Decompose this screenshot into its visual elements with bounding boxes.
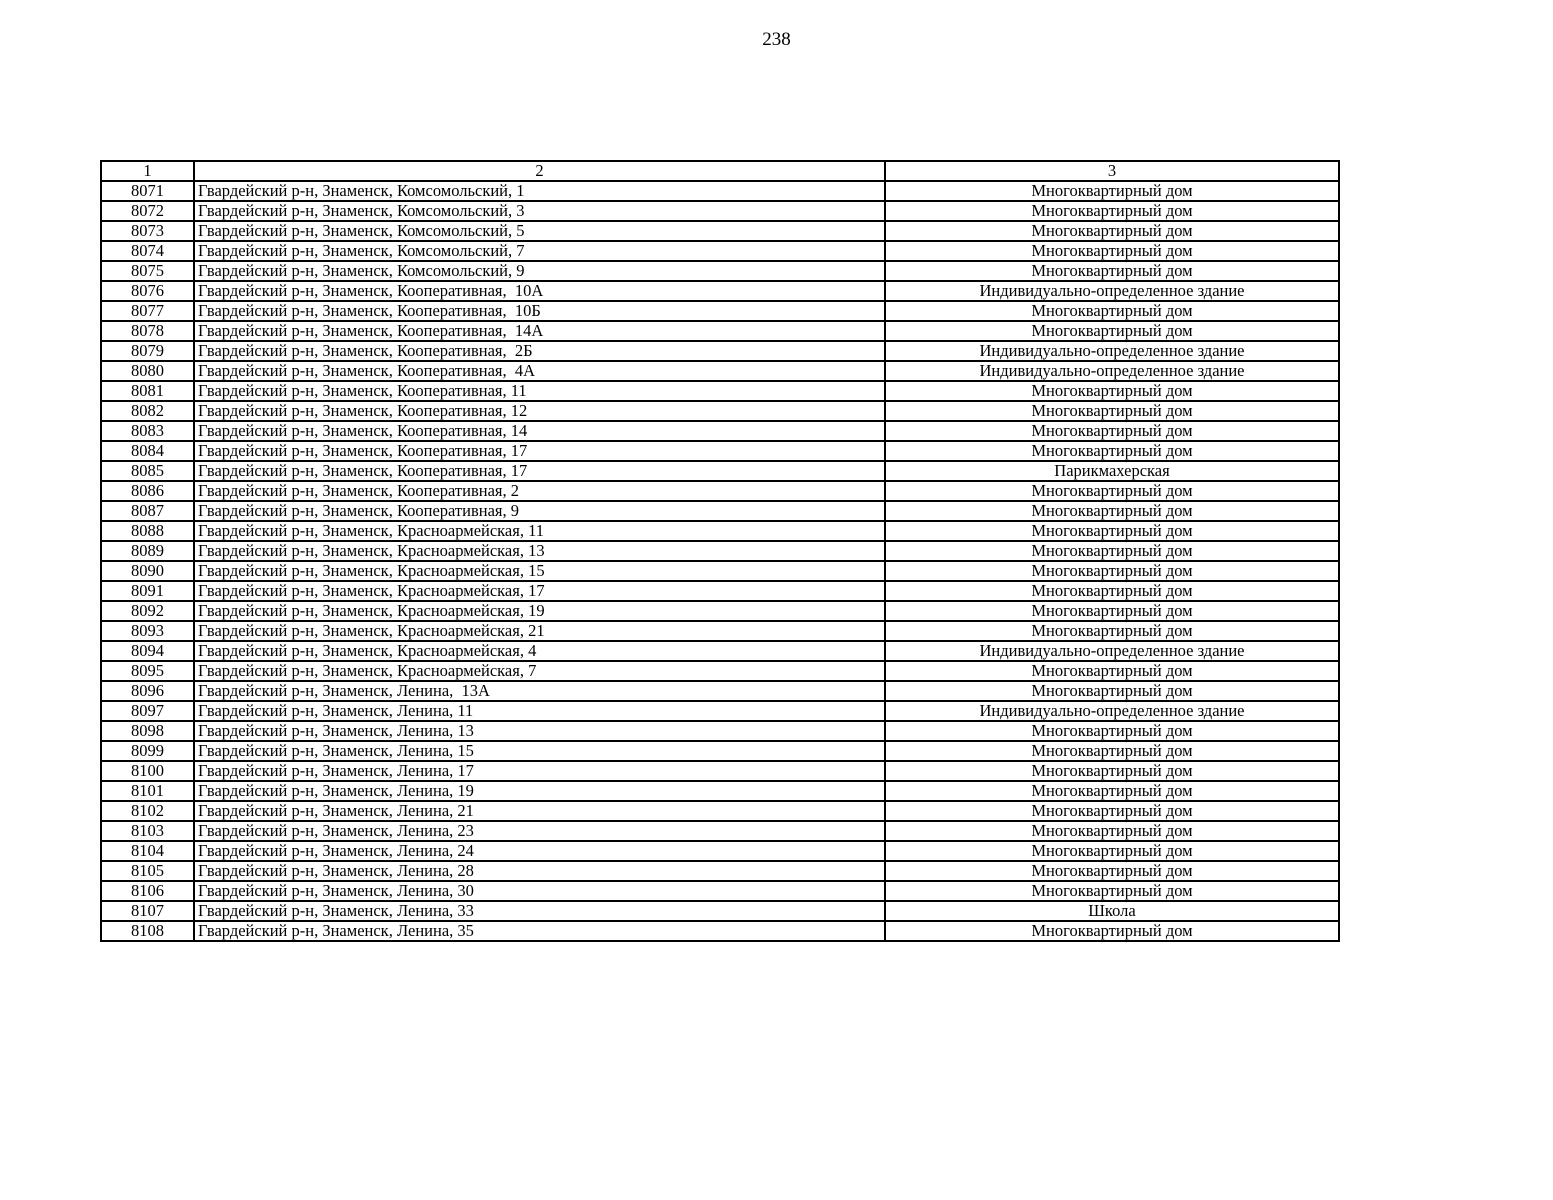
page-number: 238 xyxy=(762,29,791,50)
address-cell: Гвардейский р-н, Знаменск, Ленина, 21 xyxy=(194,801,885,821)
object-type-cell: Многоквартирный дом xyxy=(885,561,1339,581)
table-header xyxy=(101,161,1339,181)
address-cell: Гвардейский р-н, Знаменск, Ленина, 23 xyxy=(194,821,885,841)
address-cell: Гвардейский р-н, Знаменск, Красноармейская, 7 xyxy=(194,661,885,681)
table-row xyxy=(101,841,1339,861)
row-number-cell: 8083 xyxy=(101,421,194,441)
address-cell: Гвардейский р-н, Знаменск, Ленина, 24 xyxy=(194,841,885,861)
row-number-cell: 8093 xyxy=(101,621,194,641)
table-row xyxy=(101,341,1339,361)
table-row xyxy=(101,481,1339,501)
row-number-cell: 8073 xyxy=(101,221,194,241)
header-row xyxy=(101,161,1339,181)
object-type-cell: Индивидуально-определенное здание xyxy=(885,341,1339,361)
table-row xyxy=(101,181,1339,201)
table-row xyxy=(101,381,1339,401)
table-row xyxy=(101,881,1339,901)
table-row xyxy=(101,921,1339,941)
table-row xyxy=(101,821,1339,841)
address-cell: Гвардейский р-н, Знаменск, Кооперативная, 14А xyxy=(194,321,885,341)
object-type-cell: Многоквартирный дом xyxy=(885,321,1339,341)
object-type-cell: Многоквартирный дом xyxy=(885,521,1339,541)
object-type-cell: Многоквартирный дом xyxy=(885,581,1339,601)
address-cell: Гвардейский р-н, Знаменск, Кооперативная, 4А xyxy=(194,361,885,381)
address-cell: Гвардейский р-н, Знаменск, Ленина, 35 xyxy=(194,921,885,941)
table-row xyxy=(101,801,1339,821)
row-number-cell: 8108 xyxy=(101,921,194,941)
row-number-cell: 8103 xyxy=(101,821,194,841)
address-cell: Гвардейский р-н, Знаменск, Комсомольский, 9 xyxy=(194,261,885,281)
object-type-cell: Многоквартирный дом xyxy=(885,741,1339,761)
row-number-cell: 8104 xyxy=(101,841,194,861)
row-number-cell: 8099 xyxy=(101,741,194,761)
row-number-cell: 8090 xyxy=(101,561,194,581)
address-cell: Гвардейский р-н, Знаменск, Красноармейская, 15 xyxy=(194,561,885,581)
table-row xyxy=(101,601,1339,621)
table-row xyxy=(101,501,1339,521)
row-number-cell: 8081 xyxy=(101,381,194,401)
object-type-cell: Многоквартирный дом xyxy=(885,181,1339,201)
table-row xyxy=(101,761,1339,781)
object-type-cell: Многоквартирный дом xyxy=(885,221,1339,241)
row-number-cell: 8087 xyxy=(101,501,194,521)
object-type-cell: Многоквартирный дом xyxy=(885,381,1339,401)
object-type-cell: Многоквартирный дом xyxy=(885,841,1339,861)
row-number-cell: 8071 xyxy=(101,181,194,201)
table-row xyxy=(101,201,1339,221)
table-row xyxy=(101,241,1339,261)
address-cell: Гвардейский р-н, Знаменск, Красноармейская, 17 xyxy=(194,581,885,601)
object-type-cell: Многоквартирный дом xyxy=(885,681,1339,701)
table-row xyxy=(101,541,1339,561)
address-cell: Гвардейский р-н, Знаменск, Кооперативная, 2 xyxy=(194,481,885,501)
header-col-3: 3 xyxy=(885,161,1339,181)
row-number-cell: 8097 xyxy=(101,701,194,721)
object-type-cell: Многоквартирный дом xyxy=(885,761,1339,781)
row-number-cell: 8084 xyxy=(101,441,194,461)
table-row xyxy=(101,221,1339,241)
table-row xyxy=(101,301,1339,321)
row-number-cell: 8105 xyxy=(101,861,194,881)
table-row xyxy=(101,741,1339,761)
address-cell: Гвардейский р-н, Знаменск, Ленина, 17 xyxy=(194,761,885,781)
object-type-cell: Индивидуально-определенное здание xyxy=(885,701,1339,721)
address-cell: Гвардейский р-н, Знаменск, Красноармейская, 19 xyxy=(194,601,885,621)
row-number-cell: 8107 xyxy=(101,901,194,921)
table-row xyxy=(101,701,1339,721)
address-cell: Гвардейский р-н, Знаменск, Комсомольский, 3 xyxy=(194,201,885,221)
object-type-cell: Многоквартирный дом xyxy=(885,621,1339,641)
row-number-cell: 8088 xyxy=(101,521,194,541)
object-type-cell: Многоквартирный дом xyxy=(885,861,1339,881)
address-cell: Гвардейский р-н, Знаменск, Кооперативная, 17 xyxy=(194,441,885,461)
object-type-cell: Многоквартирный дом xyxy=(885,481,1339,501)
address-cell: Гвардейский р-н, Знаменск, Ленина, 28 xyxy=(194,861,885,881)
row-number-cell: 8085 xyxy=(101,461,194,481)
table-row xyxy=(101,521,1339,541)
row-number-cell: 8082 xyxy=(101,401,194,421)
registry-table xyxy=(100,160,1340,942)
row-number-cell: 8072 xyxy=(101,201,194,221)
table-row xyxy=(101,781,1339,801)
address-cell: Гвардейский р-н, Знаменск, Кооперативная, 11 xyxy=(194,381,885,401)
address-cell: Гвардейский р-н, Знаменск, Ленина, 30 xyxy=(194,881,885,901)
object-type-cell: Парикмахерская xyxy=(885,461,1339,481)
row-number-cell: 8079 xyxy=(101,341,194,361)
object-type-cell: Многоквартирный дом xyxy=(885,401,1339,421)
table-row xyxy=(101,561,1339,581)
row-number-cell: 8089 xyxy=(101,541,194,561)
object-type-cell: Многоквартирный дом xyxy=(885,201,1339,221)
address-cell: Гвардейский р-н, Знаменск, Кооперативная, 17 xyxy=(194,461,885,481)
table-row xyxy=(101,641,1339,661)
object-type-cell: Многоквартирный дом xyxy=(885,601,1339,621)
header-col-2: 2 xyxy=(194,161,885,181)
object-type-cell: Индивидуально-определенное здание xyxy=(885,641,1339,661)
address-cell: Гвардейский р-н, Знаменск, Кооперативная, 10А xyxy=(194,281,885,301)
row-number-cell: 8080 xyxy=(101,361,194,381)
table-row xyxy=(101,401,1339,421)
row-number-cell: 8075 xyxy=(101,261,194,281)
object-type-cell: Многоквартирный дом xyxy=(885,501,1339,521)
address-cell: Гвардейский р-н, Знаменск, Красноармейская, 4 xyxy=(194,641,885,661)
object-type-cell: Многоквартирный дом xyxy=(885,921,1339,941)
table-row xyxy=(101,261,1339,281)
table-body xyxy=(101,181,1339,941)
object-type-cell: Многоквартирный дом xyxy=(885,661,1339,681)
row-number-cell: 8100 xyxy=(101,761,194,781)
row-number-cell: 8077 xyxy=(101,301,194,321)
object-type-cell: Многоквартирный дом xyxy=(885,261,1339,281)
table-row xyxy=(101,281,1339,301)
address-cell: Гвардейский р-н, Знаменск, Ленина, 15 xyxy=(194,741,885,761)
address-cell: Гвардейский р-н, Знаменск, Кооперативная, 12 xyxy=(194,401,885,421)
object-type-cell: Индивидуально-определенное здание xyxy=(885,281,1339,301)
object-type-cell: Многоквартирный дом xyxy=(885,821,1339,841)
address-cell: Гвардейский р-н, Знаменск, Кооперативная, 10Б xyxy=(194,301,885,321)
row-number-cell: 8086 xyxy=(101,481,194,501)
address-cell: Гвардейский р-н, Знаменск, Красноармейская, 21 xyxy=(194,621,885,641)
row-number-cell: 8078 xyxy=(101,321,194,341)
row-number-cell: 8096 xyxy=(101,681,194,701)
address-cell: Гвардейский р-н, Знаменск, Ленина, 19 xyxy=(194,781,885,801)
object-type-cell: Многоквартирный дом xyxy=(885,881,1339,901)
row-number-cell: 8094 xyxy=(101,641,194,661)
table-row xyxy=(101,661,1339,681)
table-row xyxy=(101,321,1339,341)
object-type-cell: Многоквартирный дом xyxy=(885,301,1339,321)
table-row xyxy=(101,441,1339,461)
row-number-cell: 8102 xyxy=(101,801,194,821)
row-number-cell: 8095 xyxy=(101,661,194,681)
address-cell: Гвардейский р-н, Знаменск, Красноармейская, 13 xyxy=(194,541,885,561)
object-type-cell: Многоквартирный дом xyxy=(885,421,1339,441)
table-row xyxy=(101,621,1339,641)
row-number-cell: 8074 xyxy=(101,241,194,261)
address-cell: Гвардейский р-н, Знаменск, Ленина, 33 xyxy=(194,901,885,921)
object-type-cell: Многоквартирный дом xyxy=(885,241,1339,261)
table-row xyxy=(101,421,1339,441)
row-number-cell: 8101 xyxy=(101,781,194,801)
object-type-cell: Многоквартирный дом xyxy=(885,801,1339,821)
object-type-cell: Многоквартирный дом xyxy=(885,541,1339,561)
object-type-cell: Индивидуально-определенное здание xyxy=(885,361,1339,381)
table-row xyxy=(101,901,1339,921)
row-number-cell: 8098 xyxy=(101,721,194,741)
row-number-cell: 8106 xyxy=(101,881,194,901)
address-cell: Гвардейский р-н, Знаменск, Комсомольский, 5 xyxy=(194,221,885,241)
table-row xyxy=(101,861,1339,881)
object-type-cell: Многоквартирный дом xyxy=(885,781,1339,801)
row-number-cell: 8091 xyxy=(101,581,194,601)
address-cell: Гвардейский р-н, Знаменск, Кооперативная, 14 xyxy=(194,421,885,441)
address-cell: Гвардейский р-н, Знаменск, Ленина, 13 xyxy=(194,721,885,741)
address-cell: Гвардейский р-н, Знаменск, Кооперативная, 2Б xyxy=(194,341,885,361)
address-cell: Гвардейский р-н, Знаменск, Ленина, 11 xyxy=(194,701,885,721)
table-row xyxy=(101,361,1339,381)
row-number-cell: 8076 xyxy=(101,281,194,301)
table-row xyxy=(101,461,1339,481)
header-col-1: 1 xyxy=(101,161,194,181)
table-row xyxy=(101,721,1339,741)
address-cell: Гвардейский р-н, Знаменск, Комсомольский, 7 xyxy=(194,241,885,261)
address-cell: Гвардейский р-н, Знаменск, Комсомольский, 1 xyxy=(194,181,885,201)
object-type-cell: Многоквартирный дом xyxy=(885,441,1339,461)
address-cell: Гвардейский р-н, Знаменск, Кооперативная, 9 xyxy=(194,501,885,521)
row-number-cell: 8092 xyxy=(101,601,194,621)
table-row xyxy=(101,681,1339,701)
object-type-cell: Многоквартирный дом xyxy=(885,721,1339,741)
address-cell: Гвардейский р-н, Знаменск, Красноармейская, 11 xyxy=(194,521,885,541)
address-cell: Гвардейский р-н, Знаменск, Ленина, 13А xyxy=(194,681,885,701)
table-row xyxy=(101,581,1339,601)
object-type-cell: Школа xyxy=(885,901,1339,921)
